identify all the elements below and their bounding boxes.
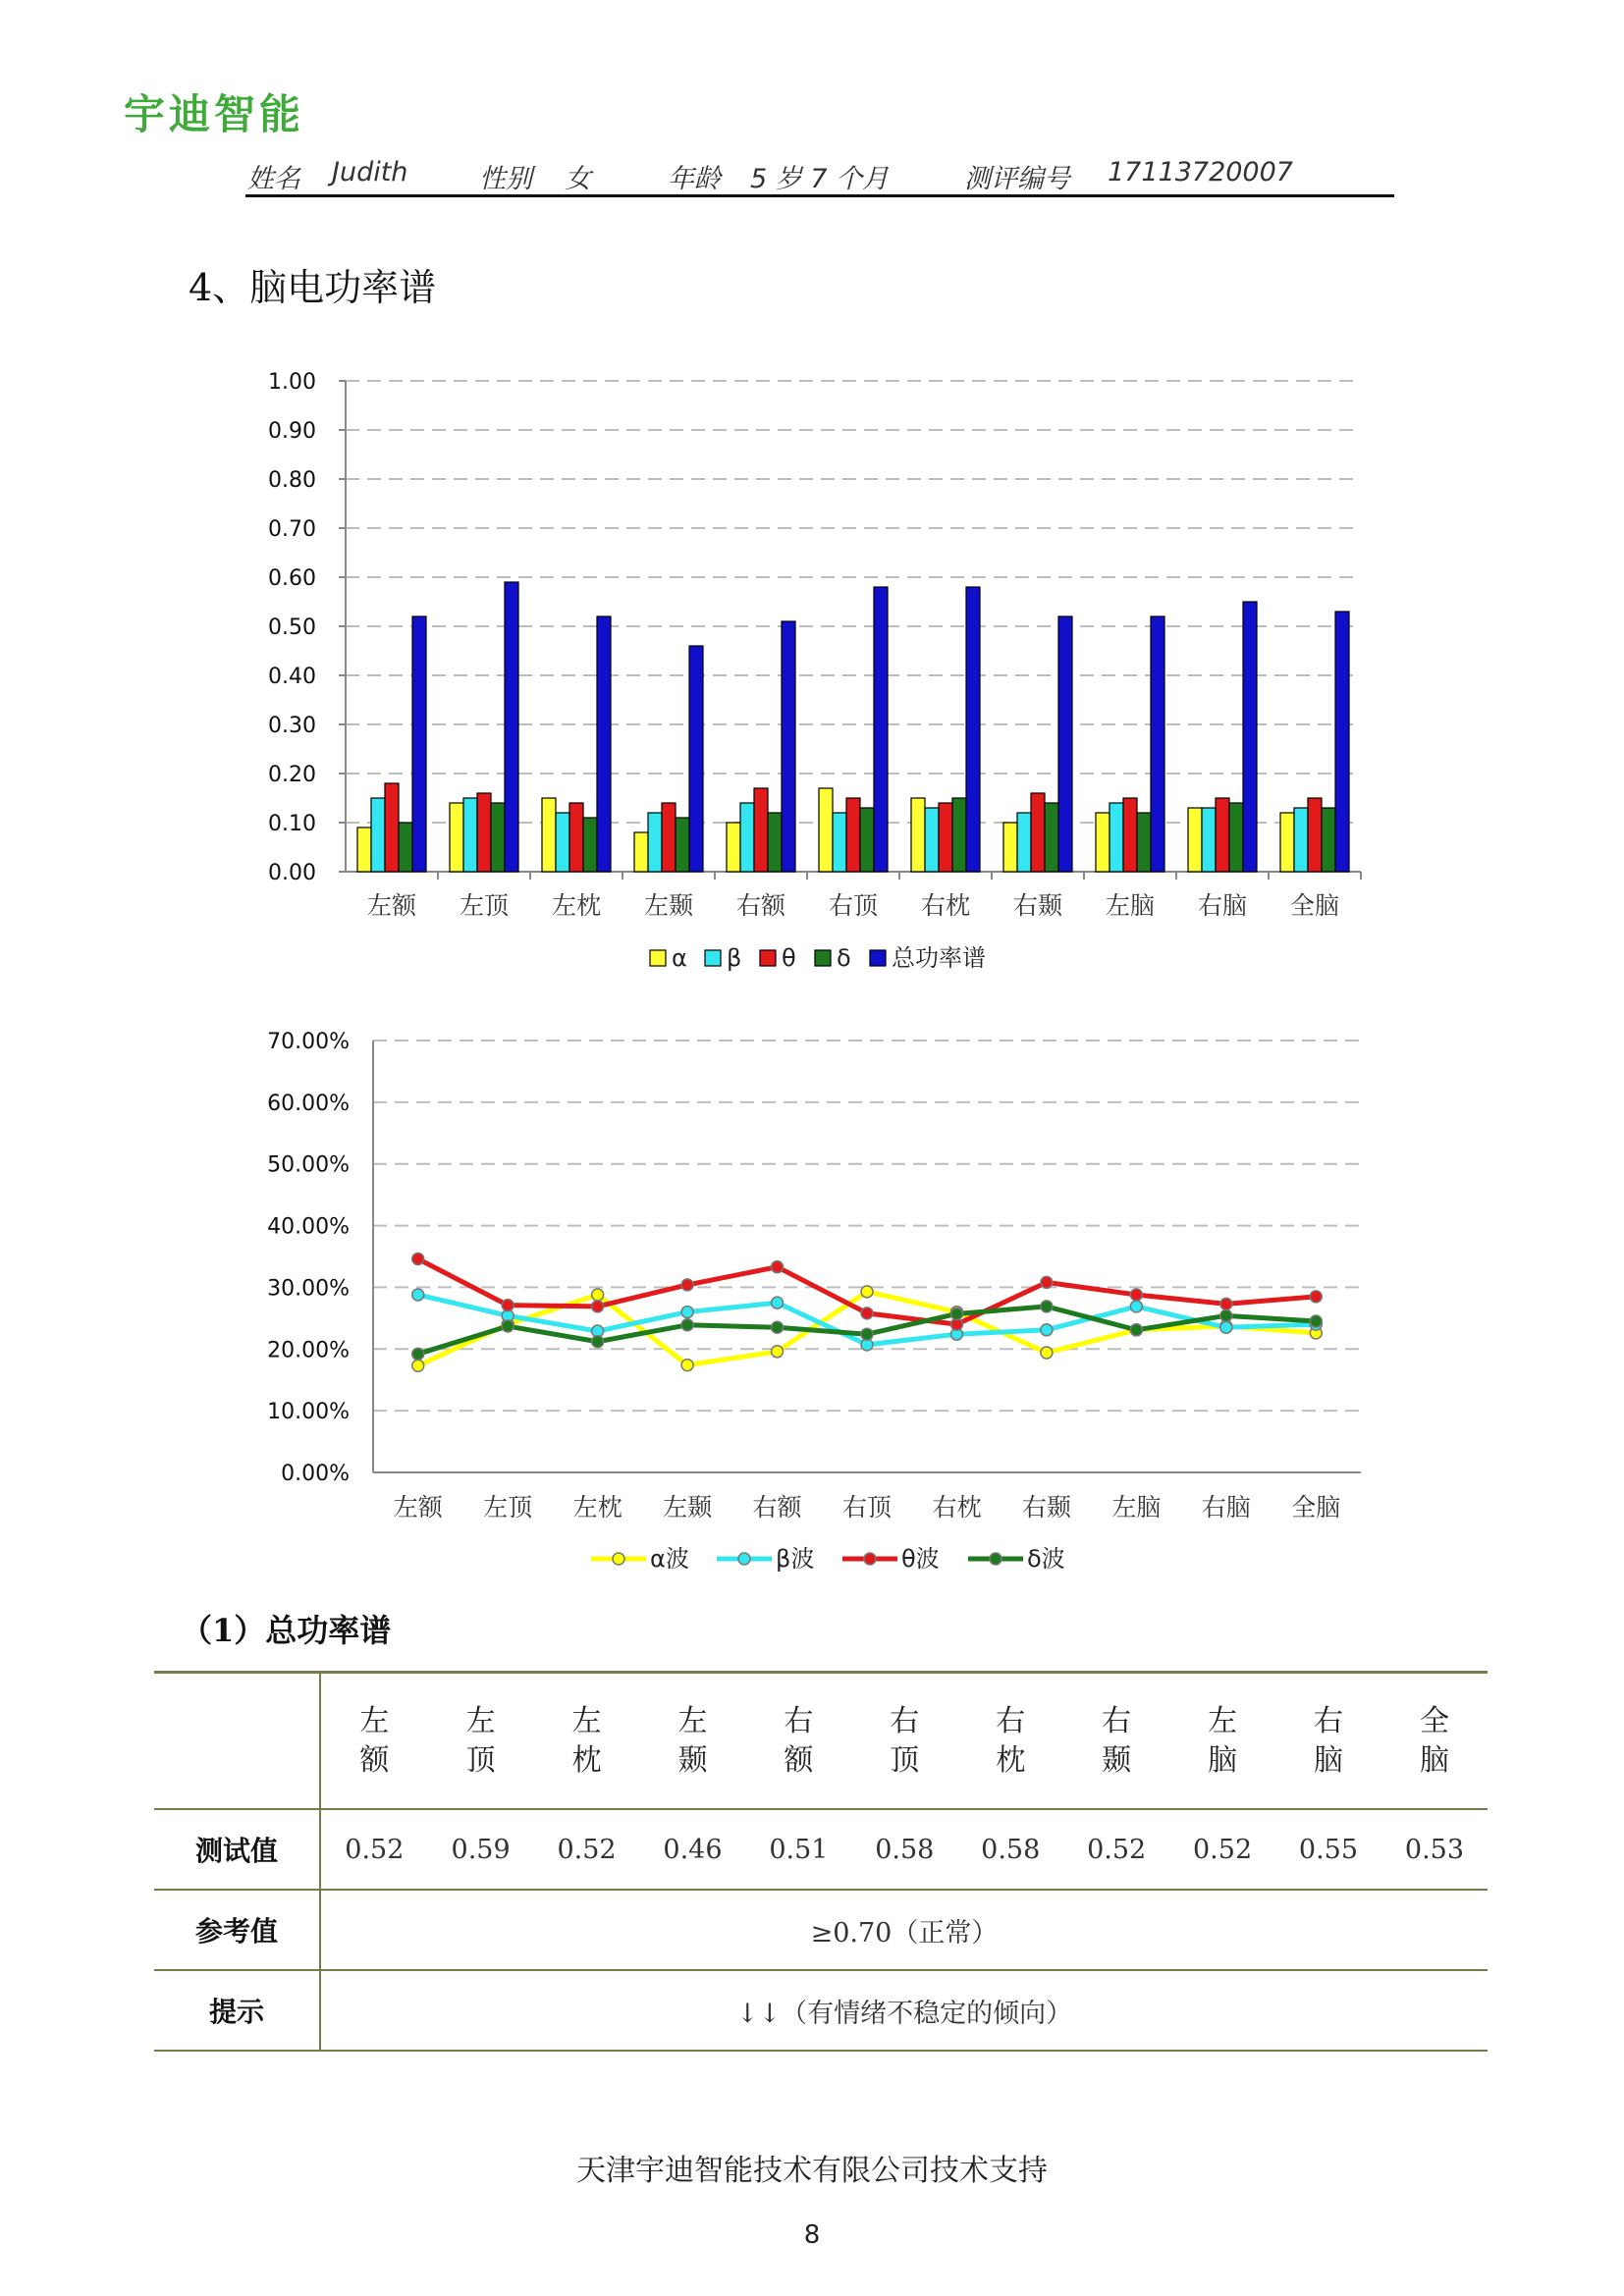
data-point	[772, 1261, 784, 1273]
test-value-cell: 0.52	[1169, 1809, 1275, 1890]
bar	[542, 798, 556, 872]
line-y-tick-label: 30.00%	[267, 1276, 350, 1302]
bar	[597, 616, 611, 872]
data-point	[1130, 1324, 1142, 1336]
test-value-cell: 0.58	[957, 1809, 1063, 1890]
sub-title: （1）总功率谱	[181, 1612, 392, 1649]
legend-marker	[613, 1553, 624, 1565]
data-point	[1310, 1315, 1322, 1327]
bar	[819, 788, 833, 872]
bar-y-tick-label: 0.80	[268, 468, 316, 493]
bar	[754, 788, 768, 872]
legend-swatch	[760, 950, 776, 966]
bar	[689, 646, 703, 872]
legend-label: α波	[650, 1545, 689, 1573]
bar-y-tick-label: 1.00	[268, 370, 316, 395]
bar	[1229, 803, 1243, 872]
bar-x-tick-label: 右额	[735, 891, 786, 920]
bar	[860, 808, 874, 872]
data-point	[412, 1348, 424, 1360]
bar-x-tick-label: 左脑	[1105, 891, 1156, 920]
legend-marker	[738, 1553, 750, 1565]
line-y-tick-label: 40.00%	[267, 1214, 350, 1240]
data-point	[1220, 1309, 1232, 1321]
bar	[505, 582, 518, 872]
bar-x-tick-label: 左枕	[551, 891, 602, 920]
data-point	[502, 1300, 514, 1311]
bar	[727, 823, 740, 872]
bar	[450, 803, 463, 872]
bar-y-tick-label: 0.00	[268, 861, 316, 885]
data-point	[772, 1346, 784, 1358]
line-y-tick-label: 0.00%	[281, 1462, 350, 1486]
bar	[740, 803, 754, 872]
data-point	[412, 1360, 424, 1371]
bar	[925, 808, 939, 872]
legend-swatch	[705, 950, 721, 966]
bar-x-tick-label: 左额	[366, 891, 417, 920]
data-point	[772, 1321, 784, 1333]
line-x-tick-label: 右脑	[1201, 1493, 1251, 1522]
bar-x-tick-label: 左颞	[643, 891, 694, 920]
line-x-tick-label: 右颞	[1021, 1493, 1071, 1522]
data-point	[1130, 1289, 1142, 1301]
data-point	[861, 1308, 873, 1319]
table-column-header: 左 枕	[534, 1673, 640, 1810]
bar-y-tick-label: 0.60	[268, 566, 316, 591]
table-column-header: 全 脑	[1381, 1673, 1488, 1810]
bar	[874, 587, 888, 872]
id-label: 测评编号	[964, 164, 1070, 194]
bar	[648, 813, 662, 872]
line-y-tick-label: 60.00%	[267, 1091, 350, 1116]
bar-y-tick-label: 0.20	[268, 763, 316, 787]
power-spectrum-table	[154, 1671, 1488, 2052]
legend-swatch	[870, 950, 886, 966]
bar	[1031, 793, 1045, 872]
bar-y-tick-label: 0.10	[268, 812, 316, 836]
table-column-header: 左 脑	[1169, 1673, 1275, 1810]
test-value-cell: 0.53	[1381, 1809, 1488, 1890]
line-y-tick-label: 20.00%	[267, 1338, 350, 1363]
bar-y-tick-label: 0.40	[268, 665, 316, 689]
data-point	[1041, 1347, 1053, 1359]
data-point	[1220, 1298, 1232, 1309]
legend-marker	[864, 1553, 876, 1565]
data-point	[861, 1328, 873, 1340]
data-point	[1041, 1276, 1053, 1288]
test-value-cell: 0.59	[428, 1809, 534, 1890]
line-x-tick-label: 右枕	[932, 1493, 982, 1522]
bar	[412, 616, 426, 872]
bar	[1322, 808, 1335, 872]
bar-y-tick-label: 0.30	[268, 714, 316, 738]
data-point	[502, 1320, 514, 1332]
test-value-cell: 0.46	[640, 1809, 746, 1890]
line-y-tick-label: 10.00%	[267, 1400, 350, 1425]
section-title: 4、脑电功率谱	[189, 266, 437, 309]
bar	[1045, 803, 1058, 872]
bar	[1280, 813, 1294, 872]
bar	[634, 832, 648, 872]
table-column-header: 左 额	[320, 1673, 428, 1810]
data-point	[1310, 1291, 1322, 1303]
bar	[1243, 602, 1257, 872]
company-logo: 宇迪智能	[124, 90, 305, 138]
page-number: 8	[803, 2220, 821, 2250]
bar	[1294, 808, 1308, 872]
data-point	[1220, 1321, 1232, 1333]
test-value-label: 测试值	[154, 1809, 320, 1890]
bar	[399, 823, 412, 872]
bar	[1202, 808, 1216, 872]
bar	[939, 803, 952, 872]
bar-x-tick-label: 右枕	[920, 891, 971, 920]
line-chart	[0, 1011, 1624, 1590]
data-point	[1041, 1324, 1053, 1336]
bar-x-tick-label: 右颞	[1012, 891, 1063, 920]
test-value-cell: 0.52	[320, 1809, 428, 1890]
line-x-tick-label: 右顶	[841, 1493, 893, 1522]
line-y-tick-label: 50.00%	[267, 1152, 350, 1178]
bar-x-tick-label: 右脑	[1197, 891, 1248, 920]
bar	[662, 803, 676, 872]
table-column-header: 右 枕	[957, 1673, 1063, 1810]
legend-label: δ	[837, 944, 851, 972]
table-column-header: 右 颞	[1063, 1673, 1169, 1810]
data-point	[592, 1289, 604, 1301]
legend-label: δ波	[1027, 1545, 1065, 1573]
bar	[782, 621, 795, 872]
data-point	[861, 1286, 873, 1298]
table-header-row	[154, 1673, 1488, 1810]
gender-value: 女	[565, 164, 591, 194]
bar	[966, 587, 980, 872]
data-point	[592, 1336, 604, 1348]
line-x-tick-label: 右额	[752, 1493, 802, 1522]
data-point	[681, 1307, 693, 1318]
data-point	[592, 1301, 604, 1312]
bar	[463, 798, 477, 872]
age-label: 年龄	[668, 164, 721, 194]
age-value: 5 岁 7 个月	[750, 164, 890, 194]
bar	[1096, 813, 1110, 872]
data-point	[681, 1319, 693, 1331]
bar	[385, 783, 399, 872]
bar	[583, 818, 597, 872]
bar	[556, 813, 569, 872]
line-x-tick-label: 左脑	[1111, 1493, 1162, 1522]
bar	[569, 803, 583, 872]
hint-label: 提示	[154, 1970, 320, 2051]
table-column-header: 右 顶	[851, 1673, 957, 1810]
bar	[1003, 823, 1017, 872]
legend-label: θ	[782, 944, 796, 972]
legend-label: β	[727, 944, 742, 972]
legend-label: θ波	[901, 1545, 940, 1573]
line-x-tick-label: 左顶	[483, 1493, 533, 1522]
line-y-tick-label: 70.00%	[267, 1030, 350, 1054]
bar	[371, 798, 385, 872]
bar	[1123, 798, 1137, 872]
test-value-row	[154, 1809, 1488, 1890]
bar	[477, 793, 491, 872]
bar	[952, 798, 966, 872]
table-column-header: 左 颞	[640, 1673, 746, 1810]
bar	[1017, 813, 1031, 872]
bar-y-tick-label: 0.70	[268, 517, 316, 542]
bar	[1308, 798, 1322, 872]
legend-swatch	[815, 950, 831, 966]
bar	[1335, 612, 1349, 872]
table-column-header: 左 顶	[428, 1673, 534, 1810]
table-corner-cell	[154, 1673, 320, 1810]
bar	[846, 798, 860, 872]
test-value-cell: 0.51	[745, 1809, 851, 1890]
legend-label: α	[672, 944, 687, 972]
data-point	[681, 1279, 693, 1291]
bar-x-tick-label: 全脑	[1289, 891, 1340, 920]
test-value-cell: 0.58	[851, 1809, 957, 1890]
bar-chart	[0, 353, 1624, 1001]
data-point	[681, 1360, 693, 1371]
legend-label: 总功率谱	[892, 944, 986, 972]
bar	[1216, 798, 1229, 872]
line-x-tick-label: 左额	[393, 1493, 443, 1522]
bar-x-tick-label: 左顶	[459, 891, 510, 920]
bar-x-tick-label: 右顶	[828, 891, 879, 920]
data-point	[412, 1254, 424, 1265]
reference-row	[154, 1890, 1488, 1970]
bar-y-tick-label: 0.50	[268, 615, 316, 640]
test-value-cell: 0.52	[534, 1809, 640, 1890]
line-x-tick-label: 左颞	[663, 1493, 713, 1522]
bar	[1058, 616, 1072, 872]
legend-marker	[990, 1553, 1001, 1565]
bar	[768, 813, 782, 872]
hint-value: ↓↓（有情绪不稳定的倾向）	[320, 1970, 1488, 2051]
bar	[1110, 803, 1123, 872]
bar	[676, 818, 689, 872]
bar	[357, 828, 371, 872]
bar	[1137, 813, 1151, 872]
bar-y-tick-label: 0.90	[268, 419, 316, 444]
patient-info-bar	[245, 157, 1394, 197]
data-point	[1041, 1301, 1053, 1312]
gender-label: 性别	[479, 164, 532, 194]
bar	[911, 798, 925, 872]
bar	[1151, 616, 1164, 872]
reference-label: 参考值	[154, 1890, 320, 1970]
table-column-header: 右 脑	[1275, 1673, 1381, 1810]
footer-text: 天津宇迪智能技术有限公司技术支持	[576, 2154, 1048, 2188]
data-point	[772, 1297, 784, 1308]
data-point	[950, 1308, 962, 1319]
data-point	[412, 1289, 424, 1301]
table-column-header: 右 额	[745, 1673, 851, 1810]
name-label: 姓名	[247, 164, 300, 194]
bar	[491, 803, 505, 872]
bar	[1188, 808, 1202, 872]
legend-label: β波	[776, 1545, 815, 1573]
test-value-cell: 0.52	[1063, 1809, 1169, 1890]
bar	[833, 813, 846, 872]
legend-swatch	[650, 950, 666, 966]
name-value: Judith	[332, 157, 408, 187]
line-x-tick-label: 全脑	[1291, 1493, 1341, 1522]
reference-value: ≥0.70（正常）	[320, 1890, 1488, 1970]
line-x-tick-label: 左枕	[572, 1493, 623, 1522]
test-value-cell: 0.55	[1275, 1809, 1381, 1890]
data-point	[1130, 1301, 1142, 1312]
hint-row	[154, 1970, 1488, 2051]
id-value: 17113720007	[1108, 157, 1293, 187]
